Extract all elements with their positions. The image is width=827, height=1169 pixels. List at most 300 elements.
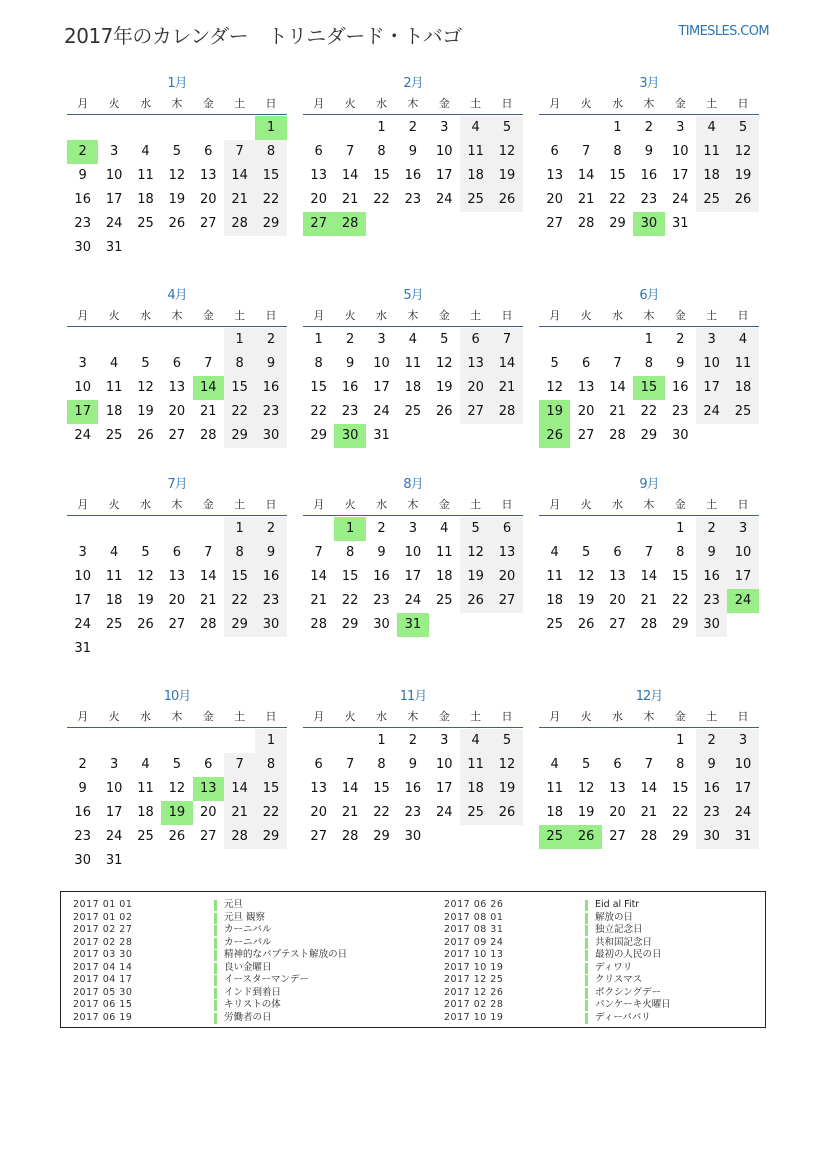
day-cell[interactable]: 16 (74, 805, 91, 820)
day-cell[interactable]: 13 (310, 168, 327, 183)
day-cell[interactable]: 12 (577, 569, 595, 584)
day-cell[interactable]: 10 (435, 144, 453, 159)
day-cell[interactable]: 4 (141, 757, 150, 772)
day-cell[interactable]: 10 (373, 356, 390, 371)
day-cell[interactable]: 3 (78, 356, 87, 371)
day-cell[interactable]: 25 (105, 617, 123, 632)
day-cell[interactable]: 19 (577, 805, 595, 820)
day-cell[interactable]: 9 (408, 757, 417, 772)
day-cell[interactable]: 28 (224, 825, 255, 849)
day-cell[interactable]: 25 (727, 400, 758, 424)
day-cell[interactable]: 9 (78, 168, 87, 183)
day-cell[interactable]: 6 (550, 144, 559, 159)
day-cell[interactable]: 7 (345, 144, 355, 159)
day-cell[interactable]: 22 (255, 801, 286, 825)
day-cell[interactable]: 29 (640, 428, 658, 443)
day-cell[interactable]: 7 (204, 545, 213, 560)
day-cell[interactable]: 18 (696, 164, 727, 188)
day-cell[interactable]: 24 (727, 801, 758, 825)
day-cell[interactable]: 24 (74, 428, 91, 443)
day-cell[interactable]: 29 (255, 825, 286, 849)
day-cell[interactable]: 21 (341, 192, 359, 207)
day-cell[interactable]: 29 (224, 613, 255, 637)
day-cell[interactable]: 30 (696, 613, 727, 637)
day-cell[interactable]: 10 (435, 757, 453, 772)
day-cell[interactable]: 7 (644, 545, 653, 560)
day-cell[interactable]: 3 (440, 120, 449, 135)
day-cell[interactable]: 25 (546, 617, 563, 632)
day-cell[interactable]: 1 (676, 521, 685, 536)
day-cell[interactable]: 16 (640, 168, 658, 183)
day-cell[interactable]: 1 (314, 332, 323, 347)
day-cell[interactable]: 26 (137, 617, 154, 632)
site-brand[interactable]: TIMESLES.COM (678, 24, 769, 39)
day-cell[interactable]: 20 (168, 404, 186, 419)
holiday-day[interactable]: 24 (727, 589, 758, 613)
day-cell[interactable]: 22 (224, 589, 255, 613)
day-cell[interactable]: 29 (671, 829, 689, 844)
day-cell[interactable]: 27 (168, 617, 186, 632)
day-cell[interactable]: 12 (168, 781, 186, 796)
day-cell[interactable]: 6 (314, 757, 323, 772)
day-cell[interactable]: 3 (408, 521, 417, 536)
day-cell[interactable]: 15 (609, 168, 626, 183)
day-cell[interactable]: 20 (460, 376, 491, 400)
day-cell[interactable]: 8 (644, 356, 653, 371)
day-cell[interactable]: 4 (141, 144, 150, 159)
day-cell[interactable]: 12 (491, 140, 522, 164)
day-cell[interactable]: 8 (314, 356, 323, 371)
holiday-day[interactable]: 28 (334, 212, 365, 236)
day-cell[interactable]: 6 (314, 144, 323, 159)
day-cell[interactable]: 9 (255, 352, 286, 376)
day-cell[interactable]: 11 (460, 753, 491, 777)
day-cell[interactable]: 6 (613, 545, 622, 560)
day-cell[interactable]: 16 (255, 376, 286, 400)
day-cell[interactable]: 28 (491, 400, 522, 424)
day-cell[interactable]: 22 (341, 593, 359, 608)
day-cell[interactable]: 21 (640, 593, 658, 608)
day-cell[interactable]: 4 (440, 521, 449, 536)
day-cell[interactable]: 2 (78, 757, 87, 772)
day-cell[interactable]: 8 (676, 757, 685, 772)
day-cell[interactable]: 15 (255, 164, 286, 188)
day-cell[interactable]: 22 (373, 805, 390, 820)
day-cell[interactable]: 28 (577, 216, 595, 231)
day-cell[interactable]: 31 (105, 240, 123, 255)
day-cell[interactable]: 12 (137, 569, 154, 584)
day-cell[interactable]: 19 (137, 404, 154, 419)
day-cell[interactable]: 13 (546, 168, 563, 183)
day-cell[interactable]: 14 (310, 569, 327, 584)
day-cell[interactable]: 9 (345, 356, 355, 371)
day-cell[interactable]: 7 (224, 140, 255, 164)
day-cell[interactable]: 25 (460, 801, 491, 825)
day-cell[interactable]: 24 (105, 216, 123, 231)
day-cell[interactable]: 17 (373, 380, 390, 395)
day-cell[interactable]: 31 (105, 853, 123, 868)
day-cell[interactable]: 6 (581, 356, 591, 371)
day-cell[interactable]: 6 (204, 757, 213, 772)
day-cell[interactable]: 24 (105, 829, 123, 844)
day-cell[interactable]: 3 (109, 144, 119, 159)
day-cell[interactable]: 29 (373, 829, 390, 844)
day-cell[interactable]: 24 (404, 593, 422, 608)
day-cell[interactable]: 8 (345, 545, 355, 560)
day-cell[interactable]: 20 (577, 404, 595, 419)
day-cell[interactable]: 24 (74, 617, 91, 632)
day-cell[interactable]: 23 (404, 192, 422, 207)
day-cell[interactable]: 8 (255, 753, 286, 777)
day-cell[interactable]: 9 (408, 144, 417, 159)
day-cell[interactable]: 23 (74, 829, 91, 844)
day-cell[interactable]: 6 (172, 545, 181, 560)
day-cell[interactable]: 15 (224, 565, 255, 589)
day-cell[interactable]: 1 (224, 517, 255, 541)
day-cell[interactable]: 19 (577, 593, 595, 608)
day-cell[interactable]: 15 (224, 376, 255, 400)
day-cell[interactable]: 2 (676, 332, 685, 347)
day-cell[interactable]: 21 (491, 376, 522, 400)
day-cell[interactable]: 14 (341, 168, 359, 183)
day-cell[interactable]: 13 (168, 380, 186, 395)
day-cell[interactable]: 22 (640, 404, 658, 419)
day-cell[interactable]: 17 (404, 569, 422, 584)
day-cell[interactable]: 28 (609, 428, 626, 443)
day-cell[interactable]: 28 (640, 617, 658, 632)
day-cell[interactable]: 18 (105, 404, 123, 419)
day-cell[interactable]: 5 (581, 545, 591, 560)
day-cell[interactable]: 28 (341, 829, 359, 844)
day-cell[interactable]: 13 (168, 569, 186, 584)
day-cell[interactable]: 12 (727, 140, 758, 164)
holiday-day[interactable]: 1 (334, 517, 365, 541)
holiday-day[interactable]: 19 (539, 400, 570, 424)
day-cell[interactable]: 26 (137, 428, 154, 443)
day-cell[interactable]: 24 (435, 805, 453, 820)
day-cell[interactable]: 20 (491, 565, 522, 589)
day-cell[interactable]: 19 (460, 565, 491, 589)
day-cell[interactable]: 30 (255, 613, 286, 637)
day-cell[interactable]: 25 (105, 428, 123, 443)
day-cell[interactable]: 25 (435, 593, 453, 608)
day-cell[interactable]: 17 (727, 565, 758, 589)
day-cell[interactable]: 16 (404, 168, 422, 183)
day-cell[interactable]: 21 (341, 805, 359, 820)
holiday-day[interactable]: 26 (539, 424, 570, 448)
day-cell[interactable]: 3 (109, 757, 119, 772)
day-cell[interactable]: 17 (105, 192, 123, 207)
day-cell[interactable]: 1 (613, 120, 622, 135)
day-cell[interactable]: 29 (671, 617, 689, 632)
day-cell[interactable]: 11 (546, 569, 563, 584)
day-cell[interactable]: 27 (460, 400, 491, 424)
day-cell[interactable]: 14 (491, 352, 522, 376)
day-cell[interactable]: 7 (613, 356, 622, 371)
day-cell[interactable]: 5 (550, 356, 559, 371)
day-cell[interactable]: 20 (609, 805, 626, 820)
day-cell[interactable]: 10 (105, 168, 123, 183)
day-cell[interactable]: 29 (609, 216, 626, 231)
day-cell[interactable]: 10 (671, 144, 689, 159)
holiday-day[interactable]: 1 (255, 116, 286, 140)
day-cell[interactable]: 22 (255, 188, 286, 212)
day-cell[interactable]: 5 (172, 757, 181, 772)
day-cell[interactable]: 12 (168, 168, 186, 183)
day-cell[interactable]: 15 (310, 380, 327, 395)
day-cell[interactable]: 18 (546, 593, 563, 608)
day-cell[interactable]: 19 (491, 777, 522, 801)
day-cell[interactable]: 20 (199, 805, 217, 820)
day-cell[interactable]: 21 (577, 192, 595, 207)
day-cell[interactable]: 9 (676, 356, 685, 371)
day-cell[interactable]: 9 (78, 781, 87, 796)
holiday-day[interactable]: 13 (193, 777, 224, 801)
day-cell[interactable]: 15 (373, 168, 390, 183)
day-cell[interactable]: 16 (255, 565, 286, 589)
day-cell[interactable]: 6 (460, 328, 491, 352)
day-cell[interactable]: 10 (727, 753, 758, 777)
day-cell[interactable]: 17 (435, 781, 453, 796)
day-cell[interactable]: 11 (727, 352, 758, 376)
day-cell[interactable]: 2 (408, 120, 417, 135)
day-cell[interactable]: 9 (644, 144, 653, 159)
day-cell[interactable]: 18 (460, 777, 491, 801)
day-cell[interactable]: 14 (341, 781, 359, 796)
day-cell[interactable]: 8 (613, 144, 622, 159)
day-cell[interactable]: 17 (74, 593, 91, 608)
day-cell[interactable]: 27 (546, 216, 563, 231)
day-cell[interactable]: 12 (491, 753, 522, 777)
day-cell[interactable]: 1 (644, 332, 653, 347)
day-cell[interactable]: 22 (373, 192, 390, 207)
day-cell[interactable]: 21 (640, 805, 658, 820)
day-cell[interactable]: 11 (435, 545, 453, 560)
holiday-day[interactable]: 30 (334, 424, 365, 448)
day-cell[interactable]: 22 (224, 400, 255, 424)
day-cell[interactable]: 12 (435, 356, 453, 371)
day-cell[interactable]: 27 (609, 829, 626, 844)
day-cell[interactable]: 3 (377, 332, 386, 347)
day-cell[interactable]: 16 (404, 781, 422, 796)
day-cell[interactable]: 23 (696, 589, 727, 613)
day-cell[interactable]: 8 (377, 144, 386, 159)
day-cell[interactable]: 15 (671, 781, 689, 796)
day-cell[interactable]: 2 (696, 729, 727, 753)
day-cell[interactable]: 4 (696, 116, 727, 140)
holiday-day[interactable]: 17 (67, 400, 98, 424)
day-cell[interactable]: 21 (199, 404, 217, 419)
day-cell[interactable]: 20 (199, 192, 217, 207)
holiday-day[interactable]: 15 (633, 376, 664, 400)
day-cell[interactable]: 3 (727, 729, 758, 753)
day-cell[interactable]: 4 (109, 356, 119, 371)
day-cell[interactable]: 7 (224, 753, 255, 777)
day-cell[interactable]: 15 (255, 777, 286, 801)
day-cell[interactable]: 11 (460, 140, 491, 164)
day-cell[interactable]: 22 (671, 593, 689, 608)
holiday-day[interactable]: 27 (303, 212, 334, 236)
day-cell[interactable]: 17 (696, 376, 727, 400)
day-cell[interactable]: 27 (199, 829, 217, 844)
day-cell[interactable]: 23 (255, 589, 286, 613)
day-cell[interactable]: 11 (696, 140, 727, 164)
day-cell[interactable]: 5 (440, 332, 449, 347)
day-cell[interactable]: 19 (491, 164, 522, 188)
day-cell[interactable]: 29 (341, 617, 359, 632)
day-cell[interactable]: 1 (224, 328, 255, 352)
day-cell[interactable]: 4 (550, 757, 559, 772)
day-cell[interactable]: 8 (224, 541, 255, 565)
day-cell[interactable]: 28 (199, 617, 217, 632)
day-cell[interactable]: 23 (696, 801, 727, 825)
day-cell[interactable]: 23 (74, 216, 91, 231)
day-cell[interactable]: 12 (546, 380, 563, 395)
day-cell[interactable]: 18 (137, 192, 154, 207)
day-cell[interactable]: 11 (105, 569, 123, 584)
day-cell[interactable]: 2 (255, 517, 286, 541)
day-cell[interactable]: 26 (435, 404, 453, 419)
day-cell[interactable]: 27 (577, 428, 595, 443)
day-cell[interactable]: 13 (609, 781, 626, 796)
day-cell[interactable]: 23 (373, 593, 390, 608)
day-cell[interactable]: 24 (671, 192, 689, 207)
day-cell[interactable]: 9 (696, 753, 727, 777)
day-cell[interactable]: 15 (671, 569, 689, 584)
day-cell[interactable]: 20 (609, 593, 626, 608)
day-cell[interactable]: 15 (341, 569, 359, 584)
day-cell[interactable]: 8 (377, 757, 386, 772)
day-cell[interactable]: 25 (137, 829, 154, 844)
holiday-day[interactable]: 14 (193, 376, 224, 400)
day-cell[interactable]: 19 (137, 593, 154, 608)
day-cell[interactable]: 7 (644, 757, 653, 772)
day-cell[interactable]: 3 (696, 328, 727, 352)
day-cell[interactable]: 16 (696, 565, 727, 589)
day-cell[interactable]: 6 (491, 517, 522, 541)
day-cell[interactable]: 16 (74, 192, 91, 207)
day-cell[interactable]: 12 (577, 781, 595, 796)
day-cell[interactable]: 28 (199, 428, 217, 443)
day-cell[interactable]: 27 (491, 589, 522, 613)
day-cell[interactable]: 7 (314, 545, 323, 560)
day-cell[interactable]: 18 (460, 164, 491, 188)
day-cell[interactable]: 13 (491, 541, 522, 565)
day-cell[interactable]: 14 (224, 777, 255, 801)
day-cell[interactable]: 13 (460, 352, 491, 376)
day-cell[interactable]: 14 (640, 781, 658, 796)
day-cell[interactable]: 25 (696, 188, 727, 212)
day-cell[interactable]: 26 (491, 801, 522, 825)
day-cell[interactable]: 20 (310, 805, 327, 820)
day-cell[interactable]: 11 (404, 356, 422, 371)
day-cell[interactable]: 4 (727, 328, 758, 352)
day-cell[interactable]: 27 (310, 829, 327, 844)
day-cell[interactable]: 10 (696, 352, 727, 376)
day-cell[interactable]: 5 (491, 116, 522, 140)
day-cell[interactable]: 27 (609, 617, 626, 632)
day-cell[interactable]: 23 (255, 400, 286, 424)
day-cell[interactable]: 24 (435, 192, 453, 207)
holiday-day[interactable]: 19 (161, 801, 192, 825)
day-cell[interactable]: 17 (727, 777, 758, 801)
day-cell[interactable]: 26 (168, 829, 186, 844)
holiday-day[interactable]: 30 (633, 212, 664, 236)
day-cell[interactable]: 16 (671, 380, 689, 395)
day-cell[interactable]: 8 (255, 140, 286, 164)
day-cell[interactable]: 25 (460, 188, 491, 212)
day-cell[interactable]: 1 (377, 733, 386, 748)
day-cell[interactable]: 22 (310, 404, 327, 419)
day-cell[interactable]: 26 (460, 589, 491, 613)
day-cell[interactable]: 30 (373, 617, 390, 632)
day-cell[interactable]: 30 (255, 424, 286, 448)
day-cell[interactable]: 25 (404, 404, 422, 419)
day-cell[interactable]: 9 (377, 545, 386, 560)
day-cell[interactable]: 2 (696, 517, 727, 541)
holiday-day[interactable]: 2 (67, 140, 98, 164)
day-cell[interactable]: 4 (408, 332, 417, 347)
day-cell[interactable]: 25 (137, 216, 154, 231)
day-cell[interactable]: 10 (404, 545, 422, 560)
day-cell[interactable]: 4 (550, 545, 559, 560)
day-cell[interactable]: 7 (345, 757, 355, 772)
day-cell[interactable]: 18 (435, 569, 453, 584)
day-cell[interactable]: 31 (671, 216, 689, 231)
day-cell[interactable]: 18 (105, 593, 123, 608)
day-cell[interactable]: 2 (345, 332, 355, 347)
day-cell[interactable]: 19 (435, 380, 453, 395)
day-cell[interactable]: 5 (172, 144, 181, 159)
day-cell[interactable]: 8 (224, 352, 255, 376)
day-cell[interactable]: 11 (105, 380, 123, 395)
day-cell[interactable]: 19 (727, 164, 758, 188)
day-cell[interactable]: 3 (676, 120, 685, 135)
day-cell[interactable]: 21 (199, 593, 217, 608)
day-cell[interactable]: 22 (671, 805, 689, 820)
day-cell[interactable]: 17 (105, 805, 123, 820)
day-cell[interactable]: 3 (727, 517, 758, 541)
day-cell[interactable]: 26 (577, 617, 595, 632)
day-cell[interactable]: 30 (74, 240, 91, 255)
day-cell[interactable]: 18 (727, 376, 758, 400)
day-cell[interactable]: 5 (141, 545, 150, 560)
day-cell[interactable]: 29 (255, 212, 286, 236)
day-cell[interactable]: 29 (224, 424, 255, 448)
day-cell[interactable]: 10 (74, 569, 91, 584)
holiday-day[interactable]: 25 (539, 825, 570, 849)
day-cell[interactable]: 5 (491, 729, 522, 753)
day-cell[interactable]: 8 (676, 545, 685, 560)
day-cell[interactable]: 14 (224, 164, 255, 188)
day-cell[interactable]: 14 (199, 569, 217, 584)
day-cell[interactable]: 26 (491, 188, 522, 212)
day-cell[interactable]: 21 (224, 801, 255, 825)
day-cell[interactable]: 28 (310, 617, 327, 632)
day-cell[interactable]: 4 (460, 729, 491, 753)
day-cell[interactable]: 11 (137, 168, 154, 183)
day-cell[interactable]: 28 (224, 212, 255, 236)
day-cell[interactable]: 2 (377, 521, 386, 536)
day-cell[interactable]: 21 (310, 593, 327, 608)
day-cell[interactable]: 22 (609, 192, 626, 207)
day-cell[interactable]: 21 (609, 404, 626, 419)
day-cell[interactable]: 5 (581, 757, 591, 772)
day-cell[interactable]: 27 (168, 428, 186, 443)
day-cell[interactable]: 2 (408, 733, 417, 748)
day-cell[interactable]: 14 (640, 569, 658, 584)
day-cell[interactable]: 30 (404, 829, 422, 844)
